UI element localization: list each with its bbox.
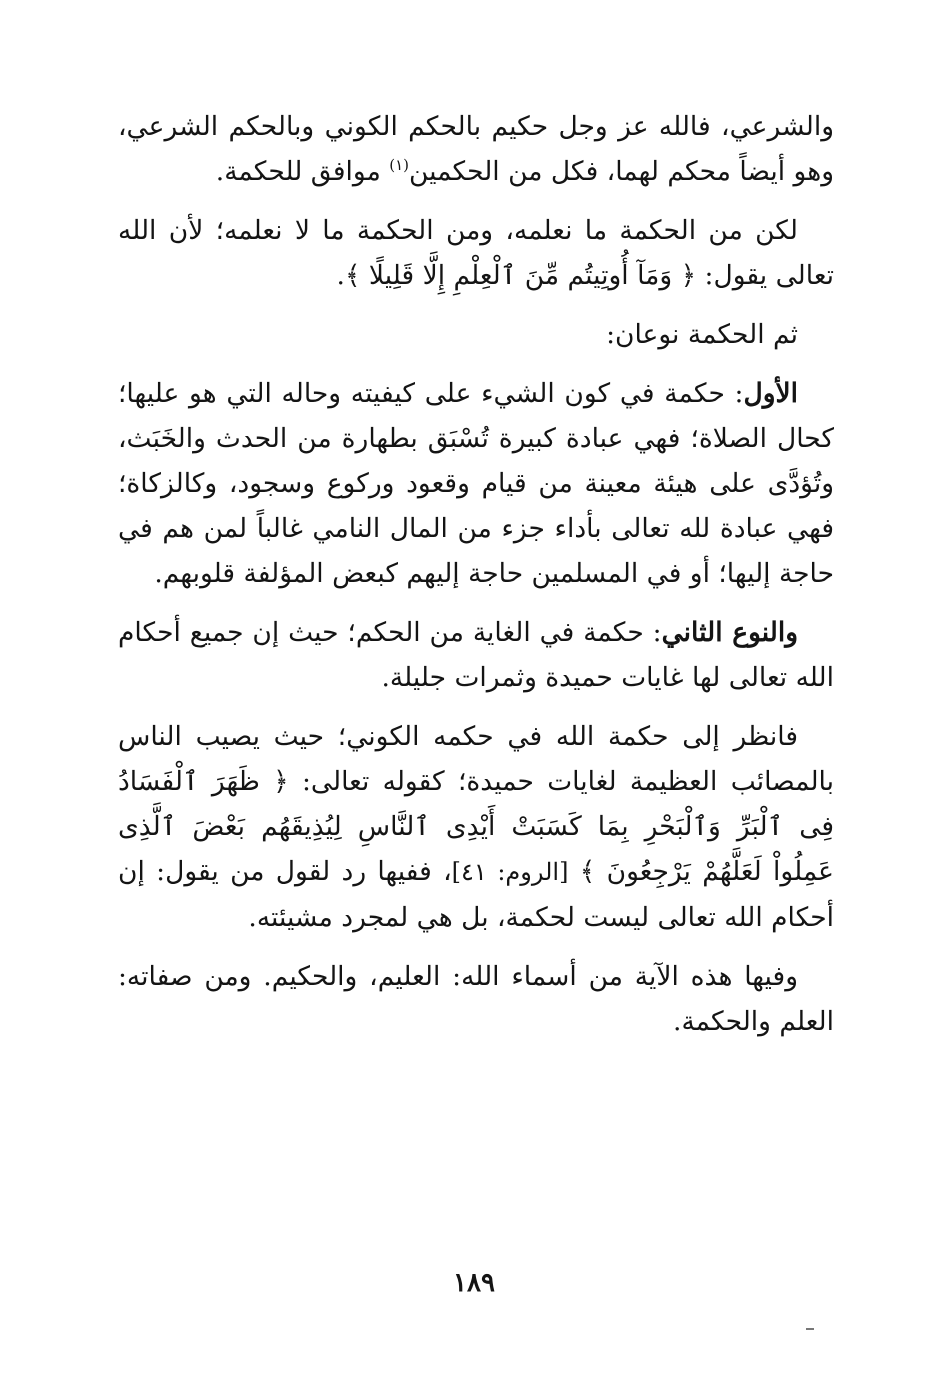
text-segment: والشرعي، فالله عز وجل حكيم بالحكم الكوني وبالحكم الشرعي، وهو أيضاً محكم لهما، فكل من الحكمين xyxy=(118,111,834,187)
scan-speck xyxy=(806,1328,814,1330)
paragraph-2 xyxy=(118,208,834,298)
text-segment: : حكمة في الغاية من الحكم؛ حيث إن جميع أحكام الله تعالى لها غايات حميدة وثمرات جليلة. xyxy=(118,617,834,693)
text-segment: : حكمة في كون الشيء على كيفيته وحاله التي هو عليها؛ كحال الصلاة؛ فهي عبادة كبيرة تُسْبَق بطهارة من الحدث والخَبَث، وتُؤدَّى على هيئة معينة من قيام وقعود وركوع وسجود، وكالزكاة؛ فهي عبادة لله تعالى بأداء جزء من المال النامي غالباً لمن هم في حاجة إليها؛ أو في المسلمين حاجة إليهم كبعض المؤلفة قلوبهم. xyxy=(118,378,834,589)
paragraph-6 xyxy=(118,714,834,940)
verse-citation: [الروم: ٤١] xyxy=(451,858,569,886)
text-segment: ثم الحكمة نوعان: xyxy=(606,319,798,350)
page-body xyxy=(118,104,834,1058)
paragraph-7 xyxy=(118,954,834,1044)
text-segment: فانظر إلى حكمة الله في حكمه الكوني؛ حيث يصيب الناس بالمصائب العظيمة لغايات حميدة؛ كقوله تعالى: xyxy=(118,721,835,797)
paragraph-1 xyxy=(118,104,834,194)
paragraph-5 xyxy=(118,610,834,700)
text-segment xyxy=(568,856,579,887)
paragraph-4 xyxy=(118,371,834,596)
text-segment: لكن من الحكمة ما نعلمه، ومن الحكمة ما لا نعلمه؛ لأن الله تعالى يقول: xyxy=(118,215,834,291)
page-number: ١٨٩ xyxy=(453,1268,495,1298)
paragraph-3 xyxy=(118,312,834,357)
footnote-marker: (١) xyxy=(389,156,409,175)
bold-lead: والنوع الثاني xyxy=(661,617,798,648)
quran-verse: ﴿ وَمَآ أُوتِيتُم مِّنَ ٱلْعِلْمِ إِلَّا قَلِيلًا ﴾ xyxy=(344,260,697,291)
bold-lead: الأول xyxy=(743,378,798,409)
text-segment: وفيها هذه الآية من أسماء الله: العليم، والحكيم. ومن صفاته: العلم والحكمة. xyxy=(118,961,834,1037)
text-segment: ، ففيها رد لقول من يقول: إن أحكام الله تعالى ليست لحكمة، بل هي لمجرد مشيئته. xyxy=(118,856,834,933)
text-segment: . xyxy=(336,260,345,291)
text-segment: موافق للحكمة. xyxy=(215,156,390,187)
quran-verse: ﴿ ظَهَرَ ٱلْفَسَادُ فِى ٱلْبَرِّ وَٱلْبَحْرِ بِمَا كَسَبَتْ أَيْدِى ٱلنَّاسِ لِيُذِيقَهُم بَعْضَ ٱلَّذِى عَمِلُواْ لَعَلَّهُمْ يَرْجِعُونَ ﴾ xyxy=(118,766,834,887)
